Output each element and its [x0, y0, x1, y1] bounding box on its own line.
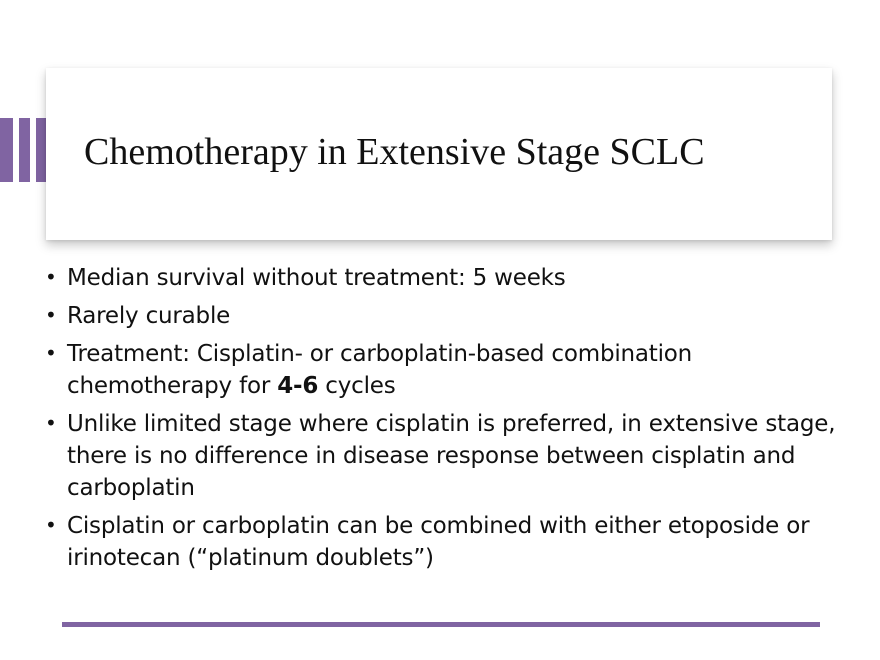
- bullet-marker: •: [45, 411, 57, 435]
- bullet-item: [45, 300, 860, 332]
- bullet-marker: •: [45, 265, 57, 289]
- bullet-text: Unlike limited stage where cisplatin is preferred, in extensive stage, there is no difference in disease response between cisplatin and carboplatin: [67, 411, 836, 501]
- bullet-text: Cisplatin or carboplatin can be combined with either etoposide or irinotecan (“platinum doublets”): [67, 513, 810, 571]
- bullet-item: [45, 338, 860, 402]
- slide-title: Chemotherapy in Extensive Stage SCLC: [84, 131, 705, 173]
- bullet-item: [45, 262, 860, 294]
- bullet-text: Rarely curable: [67, 303, 231, 329]
- bullet-marker: •: [45, 341, 57, 365]
- accent-bar: [36, 118, 46, 182]
- bullet-text: Median survival without treatment: 5 weeks: [67, 265, 566, 291]
- bullet-item: [45, 510, 860, 574]
- bullet-marker: •: [45, 303, 57, 327]
- cycle-count: 4-6: [277, 373, 319, 399]
- title-accent-bars: [0, 118, 48, 182]
- title-card: [46, 68, 832, 240]
- bullet-text-part: Treatment: Cisplatin- or carboplatin-based combination chemotherapy for: [67, 341, 693, 399]
- bottom-divider: [62, 622, 820, 627]
- bullet-list: [45, 262, 860, 580]
- bullet-text: [67, 341, 692, 399]
- accent-bar: [19, 118, 30, 182]
- bullet-item: [45, 408, 860, 504]
- bullet-text-part: cycles: [318, 373, 396, 399]
- accent-bar: [0, 118, 13, 182]
- bullet-marker: •: [45, 513, 57, 537]
